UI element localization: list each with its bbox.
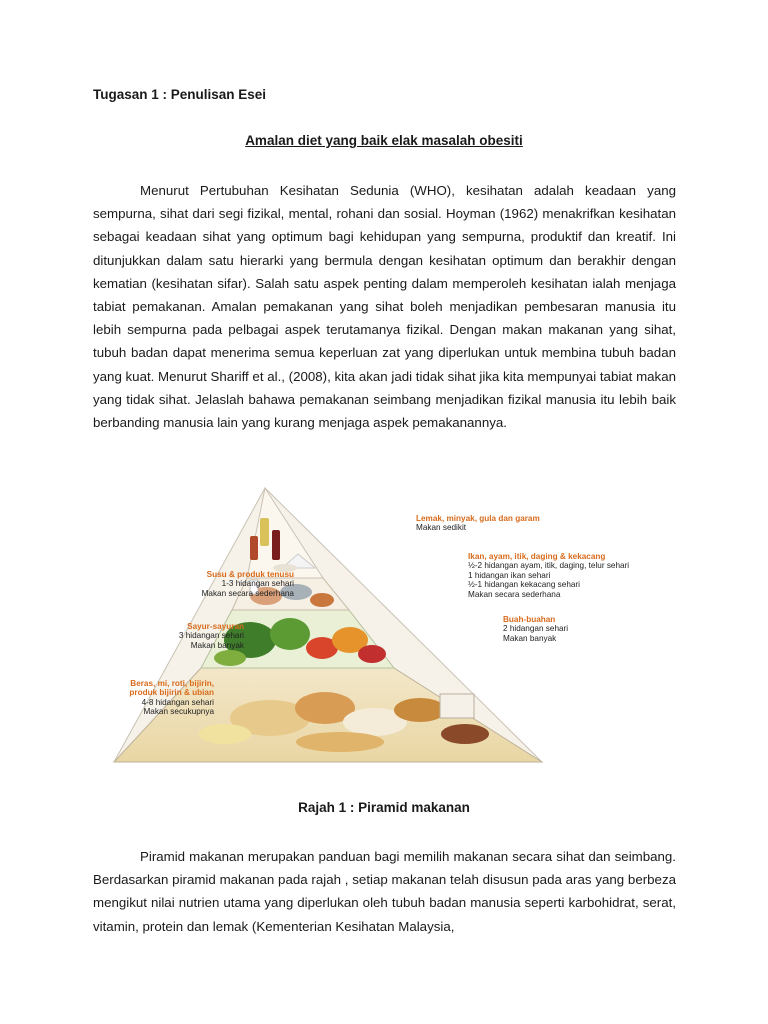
label-fruit-line: Makan banyak	[503, 633, 557, 643]
label-dairy-title: Susu & produk tenusu	[206, 570, 294, 579]
label-protein-line: ½-1 hidangan kekacang sehari	[468, 580, 580, 590]
label-fats-title: Lemak, minyak, gula dan garam	[416, 514, 540, 523]
label-grains-line: 4-8 hidangan sehari	[141, 697, 214, 707]
label-protein-line: ½-2 hidangan ayam, itik, daging, telur sehari	[468, 561, 630, 571]
paragraph-1: Menurut Pertubuhan Kesihatan Sedunia (WHO), kesihatan adalah keadaan yang sempurna, sihat dari segi fizikal, mental, rohani dan sosial. Hoyman (1962) menakrifkan kesihatan sebagai keadaan sihat yang optimum bagi kehidupan yang sempurna, produktif dan kreatif. Ini ditunjukkan dalam satu hierarki yang bermula dengan kesihatan optimum dan berakhir dengan kematian (kesihatan sifar). Salah satu aspek penting dalam memperoleh kesihatan ialah menjaga tabiat pemakanan. Amalan pemakanan yang sihat boleh menjadikan pembesaran manusia itu lebih sempurna pada pelbagai aspek terutamanya fizikal. Dengan makan makanan yang sihat, tubuh badan dapat menerima semua keperluan zat yang diperlukan untuk membina tubuh badan yang kuat. Menurut Shariff et al., (2008), kita akan jadi tidak sihat jika kita mempunyai tabiat makan yang tidak sihat. Jelaslah bahawa pemakanan seimbang menjadikan fizikal manusia itu lebih baik berbanding manusia lain yang kurang menjaga aspek pemakanannya.	[93, 183, 676, 431]
label-dairy-line: Makan secara sederhana	[201, 588, 294, 598]
food-pyramid-figure	[110, 472, 658, 790]
label-grains-title: Beras, mi, roti, bijirin, produk bijirin & ubian	[129, 679, 214, 698]
label-veg-line: Makan banyak	[190, 640, 244, 650]
figure-caption: Rajah 1 : Piramid makanan	[298, 800, 470, 815]
assignment-heading: Tugasan 1 : Penulisan Esei	[93, 87, 267, 102]
label-protein	[468, 552, 629, 599]
label-dairy-line: 1-3 hidangan sehari	[221, 579, 294, 589]
label-veg-title: Sayur-sayuran	[187, 622, 244, 631]
essay-title: Amalan diet yang baik elak masalah obesiti	[245, 133, 523, 148]
paragraph-2: Piramid makanan merupakan panduan bagi memilih makanan secara sihat dan seimbang. Berdasarkan piramid makanan pada rajah , setiap makanan telah disusun pada aras yang berbeza mengikut nilai nutrien utama yang diperlukan oleh tubuh badan manusia seperti karbohidrat, serat, vitamin, protein dan lemak (Kementerian Kesihatan Malaysia,	[93, 849, 676, 934]
label-protein-line: Makan secara sederhana	[468, 589, 561, 599]
label-protein-line: 1 hidangan ikan sehari	[468, 570, 551, 580]
label-grains-line: Makan secukupnya	[143, 707, 214, 717]
label-veg-line: 3 hidangan sehari	[178, 631, 244, 641]
label-fruit-title: Buah-buahan	[503, 615, 556, 624]
label-fruit	[503, 615, 568, 643]
label-fats-line: Makan sedikit	[416, 523, 467, 533]
label-grains	[110, 679, 214, 717]
label-dairy	[170, 570, 294, 598]
label-fats	[416, 514, 540, 533]
label-fruit-line: 2 hidangan sehari	[503, 624, 569, 634]
label-protein-title: Ikan, ayam, itik, daging & kekacang	[468, 552, 606, 561]
label-vegetables	[130, 622, 244, 650]
